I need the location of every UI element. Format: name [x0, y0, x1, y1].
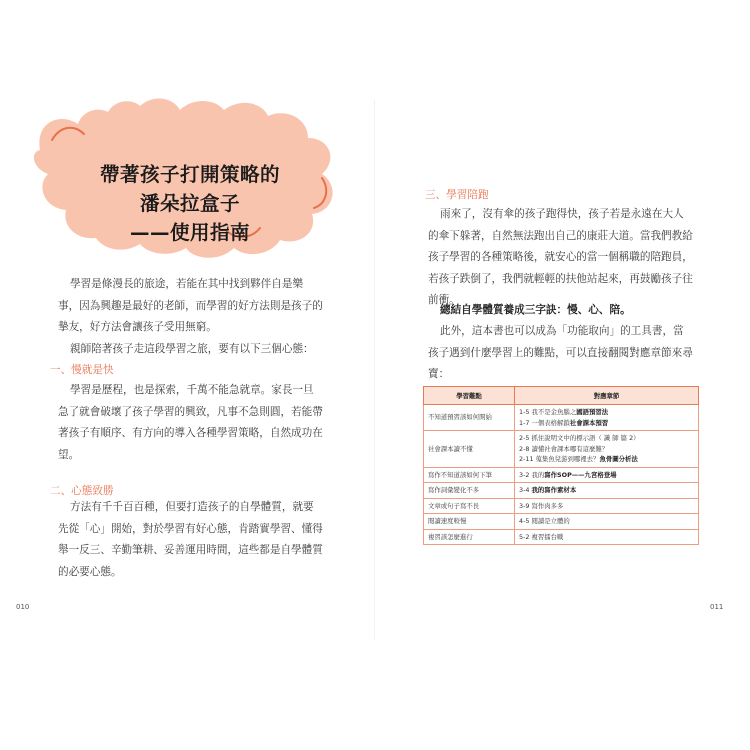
section-heading: 一、慢就是快: [50, 364, 114, 376]
book-spine: [374, 100, 375, 640]
text-line: 寶：: [428, 368, 450, 380]
text-line: 若孩子跌倒了，我們就輕輕的扶他站起來，再鼓勵孩子往: [428, 272, 693, 285]
chapter-cell: 5-2 複習擂台戰: [515, 529, 699, 545]
text-line: 的必要心態。: [58, 565, 122, 578]
table-row: [424, 529, 699, 545]
column-header: 學習難點: [424, 387, 515, 405]
difficulty-cell: 不知道預習該如何開始: [424, 405, 515, 431]
chapter-title: [80, 160, 300, 247]
chapter-line: 1-5 我不是金魚腦之國語預習法: [519, 408, 609, 416]
text-line: 舉一反三、辛勤筆耕、妥善運用時間，這些都是自學體質: [58, 544, 323, 556]
text-line: 學習是歷程，也是探索，千萬不能急就章。家長一旦: [70, 384, 314, 396]
table-row: [424, 514, 699, 530]
difficulty-cell: 寫作詞彙變化不多: [424, 483, 515, 499]
text-line: 孩子學習的各種策略後，就安心的當一個稱職的陪跑員，: [428, 251, 693, 263]
chapter-cell: 3-2 我的寫作SOP——九宮格登場: [515, 467, 699, 483]
table-header-row: [424, 387, 699, 405]
text-line: 學習是條漫長的旅途，若能在其中找到夥伴自是樂: [70, 278, 304, 290]
page-number: 011: [710, 603, 724, 611]
section-heading: 二、心態致勝: [50, 485, 114, 497]
chapter-line: 2-11 蒐集魚兒游到哪裡去？魚骨圖分析法: [519, 455, 638, 463]
chapter-cell: 4-5 閱讀是立體的: [515, 514, 699, 530]
table-row: [424, 467, 699, 483]
text-line: 雨來了，沒有傘的孩子跑得快，孩子若是永遠在大人: [440, 208, 684, 220]
chapter-cell: 3-4 我的寫作素材本: [515, 483, 699, 499]
section1-paragraph: [58, 380, 323, 466]
section2-paragraph: [58, 497, 323, 583]
title-cloud-shape: [0, 0, 375, 300]
text-line: 前衝。: [428, 294, 460, 306]
table-row: [424, 483, 699, 499]
text-line: 孩子遇到什麼學習上的難點，可以直接翻閱對應章節來尋: [428, 346, 693, 359]
text-line: 的傘下躲著，自然無法跑出自己的康莊大道。當我們教給: [428, 229, 693, 242]
title-line: 潘朵拉盒子: [139, 192, 240, 215]
chapter-cell: [515, 431, 699, 468]
text-line: 親師陪著孩子走這段學習之旅，要有以下三個心態：: [70, 342, 314, 355]
text-line: 著孩子有順序、有方向的導入各種學習策略，自然成功在: [58, 427, 323, 439]
table-row: [424, 431, 699, 468]
page-number: 010: [16, 603, 30, 611]
summary-line: 總結自學體質養成三字訣：慢、心、陪。: [440, 304, 631, 316]
difficulty-cell: 文章或句子寫不長: [424, 498, 515, 514]
text-line: 方法有千千百百種，但要打造孩子的自學體質，就要: [70, 501, 314, 513]
chapter-cell: 3-9 寫作肉多多: [515, 498, 699, 514]
text-line: 摯友，好方法會讓孩子受用無窮。: [58, 321, 217, 333]
title-line: 帶著孩子打開策略的: [99, 163, 280, 186]
difficulty-chapter-table: [423, 386, 699, 545]
column-header: 對應章節: [515, 387, 699, 405]
text-line: 此外，這本書也可以成為「功能取向」的工具書，當: [440, 325, 684, 337]
section-heading: 三、學習陪跑: [425, 189, 489, 201]
text-line: 望。: [58, 448, 80, 461]
title-line: ——使用指南: [129, 221, 250, 244]
text-line: 急了就會破壞了孩子學習的興致，凡事不急則圓，若能帶: [58, 405, 323, 418]
intro-paragraph: [58, 274, 323, 360]
table-row: [424, 405, 699, 431]
chapter-line: 1-7 一個表格解鎖社會課本預習: [519, 418, 609, 427]
text-line: 事，因為興趣是最好的老師，而學習的好方法則是孩子的: [58, 299, 323, 312]
chapter-line: 2-5 抓住說明文中的標示語（ 識 師 篇 2）: [519, 434, 640, 442]
difficulty-cell: 寫作不知道該如何下筆: [424, 467, 515, 483]
difficulty-cell: 複習該怎麼進行: [424, 529, 515, 545]
difficulty-cell: 社會課本讀不懂: [424, 431, 515, 468]
section3-paragraph: [428, 204, 693, 312]
chapter-cell: [515, 405, 699, 431]
table-row: [424, 498, 699, 514]
closing-paragraph: [428, 321, 693, 386]
chapter-line: 2-8 讀懂社會課本哪有這麼難？: [519, 444, 609, 453]
text-line: 先從「心」開始，對於學習有好心態，肯踏實學習、懂得: [58, 522, 323, 535]
difficulty-cell: 閱讀速度較慢: [424, 514, 515, 530]
